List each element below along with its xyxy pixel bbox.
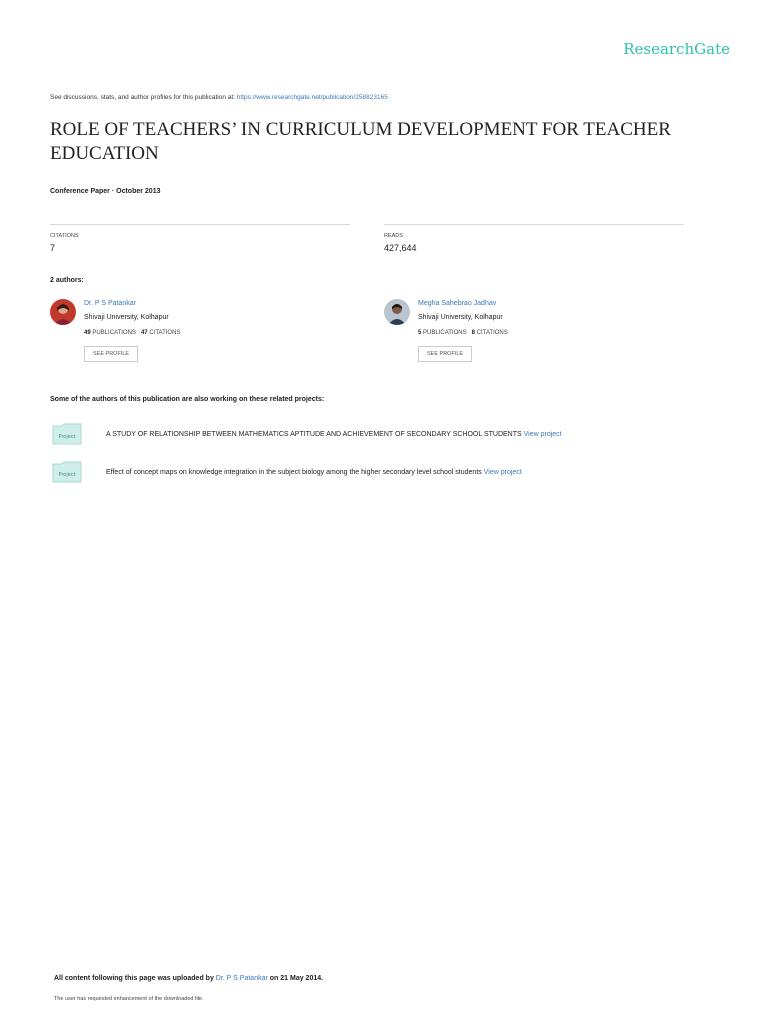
project-icon — [52, 423, 82, 445]
avatar[interactable] — [384, 299, 410, 325]
project-icon — [52, 461, 82, 483]
divider-right — [384, 224, 684, 225]
citations-count: 47 — [140, 330, 148, 336]
author-name-link[interactable]: Megha Sahebrao Jadhav — [418, 300, 497, 307]
project-item — [106, 469, 522, 476]
avatar[interactable] — [50, 299, 76, 325]
author-counts — [84, 330, 180, 336]
project-title: Effect of concept maps on knowledge integration in the subject biology among the higher secondary level school students — [106, 469, 482, 476]
citations-label: CITATIONS — [50, 233, 79, 239]
author-affiliation: Shivaji University, Kolhapur — [418, 314, 503, 321]
citations-value: 7 — [50, 243, 56, 253]
view-project-link[interactable]: View project — [483, 469, 522, 476]
svg-text:Project: Project — [58, 472, 76, 478]
divider-left — [50, 224, 350, 225]
project-item — [106, 431, 562, 438]
discussions-line — [50, 94, 388, 101]
researchgate-logo[interactable]: ResearchGate — [623, 40, 730, 58]
project-title: A STUDY OF RELATIONSHIP BETWEEN MATHEMATICS APTITUDE AND ACHIEVEMENT OF SECONDARY SCHOOL STUDENTS — [106, 431, 522, 438]
author-name-link[interactable]: Dr. P S Patankar — [84, 300, 137, 307]
see-profile-button[interactable]: SEE PROFILE — [84, 346, 138, 362]
author-affiliation: Shivaji University, Kolhapur — [84, 314, 169, 321]
svg-text:Project: Project — [58, 434, 76, 440]
publication-url-link[interactable]: https://www.researchgate.net/publication/258823165 — [236, 94, 388, 101]
discussions-prefix: See discussions, stats, and author profiles for this publication at: — [50, 94, 237, 101]
projects-heading: Some of the authors of this publication are also working on these related projects: — [50, 396, 325, 403]
paper-meta: Conference Paper · October 2013 — [50, 188, 161, 195]
citations-label: CITATIONS — [476, 330, 508, 336]
upload-notice — [54, 975, 323, 982]
reads-label: READS — [384, 233, 403, 239]
publications-count: 5 — [418, 330, 422, 336]
paper-title: ROLE OF TEACHERS’ IN CURRICULUM DEVELOPMENT FOR TEACHER EDUCATION — [50, 119, 671, 164]
upload-prefix: All content following this page was uploaded by — [54, 975, 216, 982]
reads-value: 427,644 — [384, 243, 417, 253]
publications-label: PUBLICATIONS — [92, 330, 136, 336]
publications-label: PUBLICATIONS — [423, 330, 467, 336]
publications-count: 49 — [84, 330, 91, 336]
upload-suffix: on 21 May 2014. — [267, 975, 324, 982]
uploader-link[interactable]: Dr. P S Patankar — [215, 975, 268, 982]
authors-heading: 2 authors: — [50, 277, 84, 284]
enhancement-note: The user has requested enhancement of the downloaded file. — [54, 996, 204, 1002]
see-profile-button[interactable]: SEE PROFILE — [418, 346, 472, 362]
citations-count: 8 — [471, 330, 475, 336]
author-counts — [418, 330, 508, 336]
view-project-link[interactable]: View project — [523, 431, 562, 438]
citations-label: CITATIONS — [149, 330, 181, 336]
